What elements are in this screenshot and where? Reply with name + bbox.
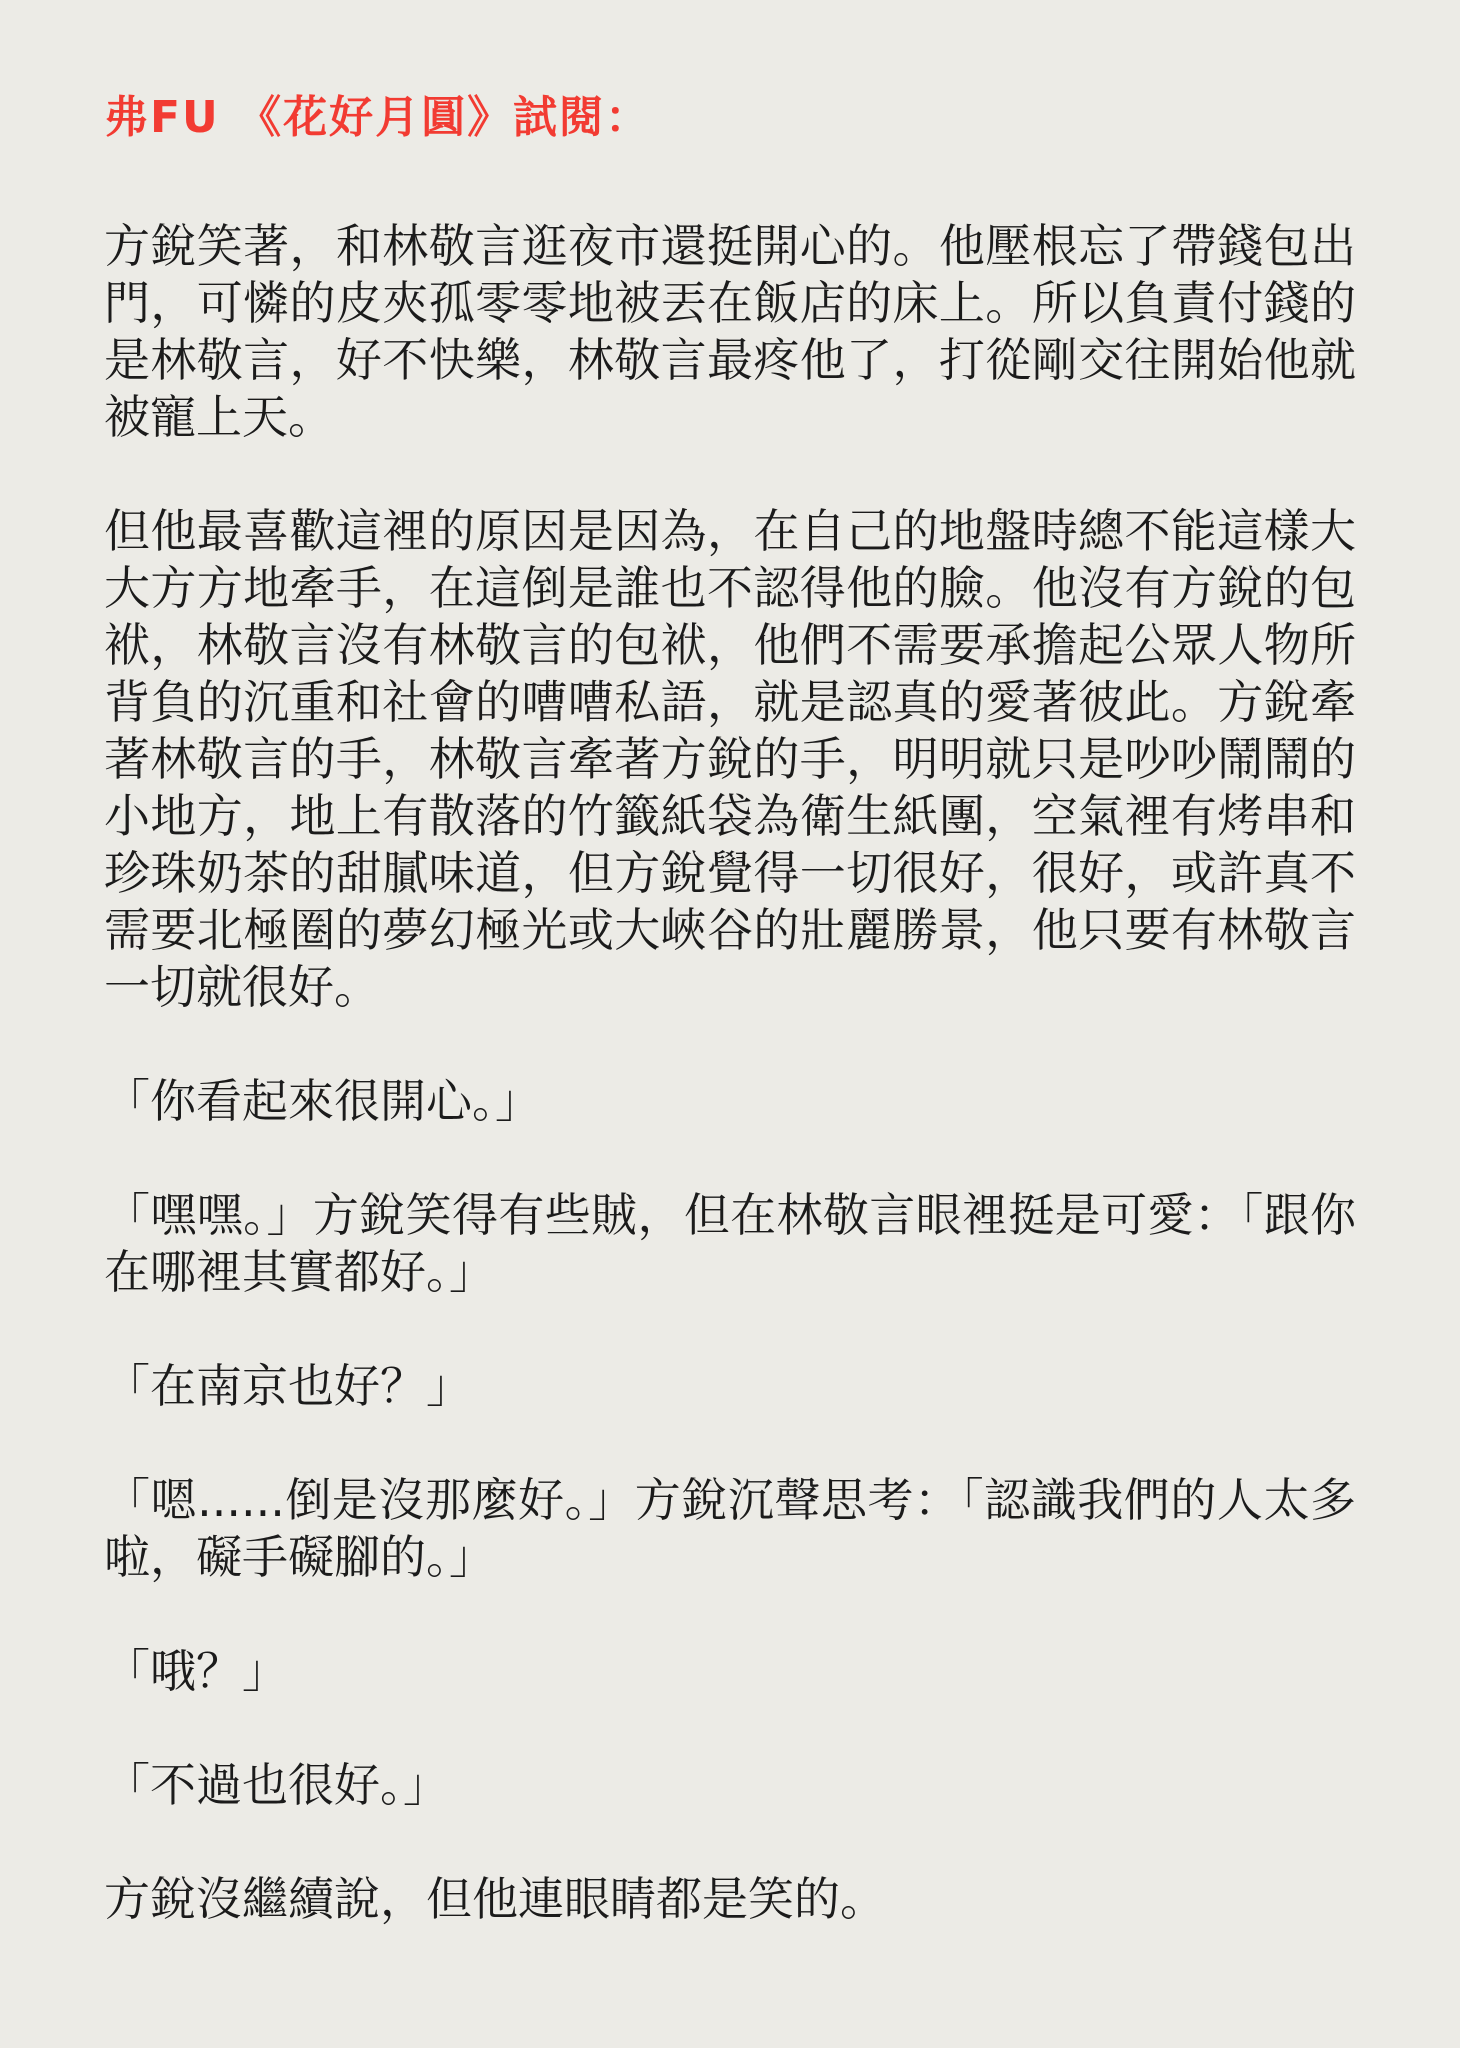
dialogue-4: 「嗯......倒是沒那麼好。」方銳沉聲思考：「認識我們的人太多啦，礙手礙腳的。」 [104, 1473, 1356, 1584]
dialogue-5: 「哦？」 [104, 1644, 288, 1698]
dialogue-3: 「在南京也好？」 [104, 1359, 472, 1413]
dialogue-2: 「嘿嘿。」方銳笑得有些賊，但在林敬言眼裡挺是可愛：「跟你在哪裡其實都好。」 [104, 1188, 1356, 1299]
dialogue-6: 「不過也很好。」 [104, 1758, 449, 1812]
paragraph-1: 方銳笑著，和林敬言逛夜市還挺開心的。他壓根忘了帶錢包出門，可憐的皮夾孤零零地被丟在飯店的床上。所以負責付錢的是林敬言，好不快樂，林敬言最疼他了，打從剛交往開始他就被寵上天。 [104, 219, 1356, 444]
dialogue-1: 「你看起來很開心。」 [104, 1074, 541, 1128]
paragraph-2: 但他最喜歡這裡的原因是因為，在自己的地盤時總不能這樣大大方方地牽手，在這倒是誰也不認得他的臉。他沒有方銳的包袱，林敬言沒有林敬言的包袱，他們不需要承擔起公眾人物所背負的沉重和社會的嘈嘈私語，就是認真的愛著彼此。方銳牽著林敬言的手，林敬言牽著方銳的手，明明就只是吵吵鬧鬧的小地方，地上有散落的竹籤紙袋為衛生紙團，空氣裡有烤串和珍珠奶茶的甜膩味道，但方銳覺得一切很好，很好，或許真不需要北極圈的夢幻極光或大峽谷的壯麗勝景，他只要有林敬言一切就很好。 [104, 504, 1356, 1014]
excerpt-title: 弗FU 《花好月圓》試閱： [104, 92, 652, 143]
closing-paragraph: 方銳沒繼續說，但他連眼睛都是笑的。 [104, 1872, 886, 1926]
